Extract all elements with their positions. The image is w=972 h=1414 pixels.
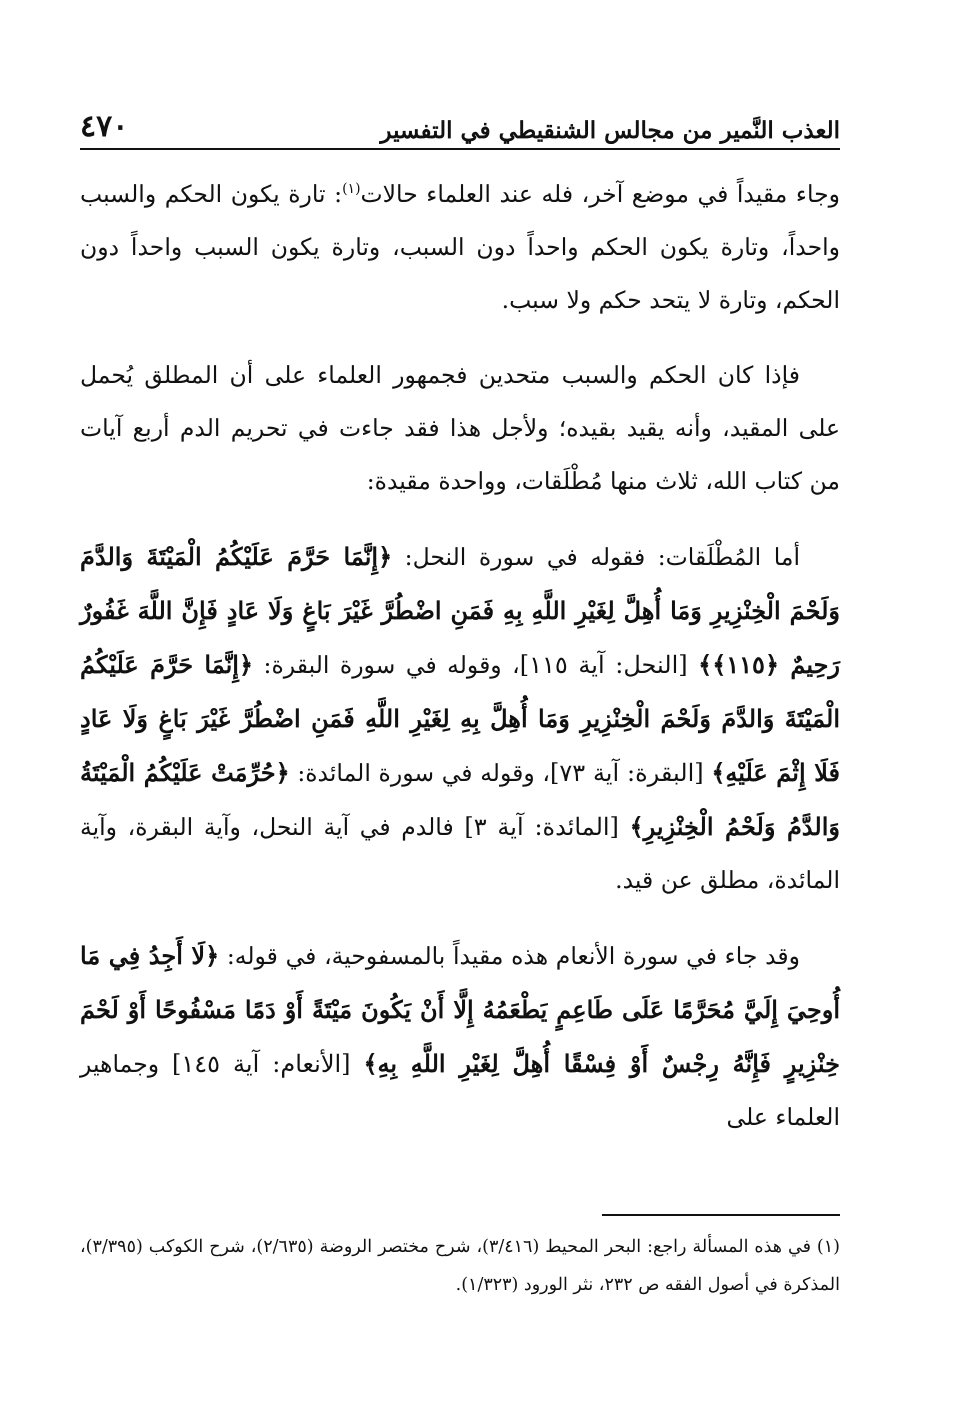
page-header (80, 96, 840, 150)
verse-reference-baqara: [البقرة: آية ٧٣] (549, 759, 704, 787)
paragraph-4-text-a: وقد جاء في سورة الأنعام هذه مقيداً بالمسفوحية، في قوله: (226, 942, 800, 970)
main-text (80, 168, 840, 1166)
quran-verse-baqara: ﴿إِنَّمَا حَرَّمَ عَلَيْكُمُ الْمَيْتَةَ وَالدَّمَ وَلَحْمَ الْخِنْزِيرِ وَمَا أُهِلَّ بِهِ لِغَيْرِ اللَّهِ فَمَنِ اضْطُرَّ غَيْرَ بَاغٍ وَلَا عَادٍ فَلَا إِثْمَ عَلَيْهِ﴾ (80, 650, 841, 787)
footnote-divider (602, 1214, 840, 1216)
paragraph-1-text-b: : تارة يكون الحكم والسبب واحداً، وتارة يكون الحكم واحداً دون السبب، وتارة يكون السبب واحداً دون الحكم، وتارة لا يتحد حكم ولا سبب. (80, 180, 840, 314)
paragraph-3-text-c: ، وقوله في سورة المائدة: (297, 759, 550, 787)
paragraph-2: فإذا كان الحكم والسبب متحدين فجمهور العلماء على أن المطلق يُحمل على المقيد، وأنه يقيد بقيده؛ ولأجل هذا فقد جاءت في تحريم الدم أربع آيات من كتاب الله، ثلاث منها مُطْلَقات، وواحدة مقيدة: (80, 361, 840, 495)
running-title: العذب النَّمير من مجالس الشنقيطي في التفسير (380, 117, 840, 144)
verse-reference-anam: [الأنعام: آية ١٤٥] (171, 1050, 351, 1078)
paragraph-3-text-d: فالدم في آية النحل، وآية البقرة، وآية المائدة، مطلق عن قيد. (80, 813, 840, 894)
footnote: (١) في هذه المسألة راجع: البحر المحيط (٣/٤١٦)، شرح مختصر الروضة (٢/٦٣٥)، شرح الكوكب (٣/٣٩٥)، المذكرة في أصول الفقه ص ٢٣٢، نثر الورود (١/٣٢٣). (80, 1237, 840, 1295)
paragraph-3-text-b: ، وقوله في سورة البقرة: (263, 651, 520, 679)
quran-verse-nahl: ﴿إِنَّمَا حَرَّمَ عَلَيْكُمُ الْمَيْتَةَ وَالدَّمَ وَلَحْمَ الْخِنْزِيرِ وَمَا أُهِلَّ لِغَيْرِ اللَّهِ بِهِ فَمَنِ اضْطُرَّ غَيْرَ بَاغٍ وَلَا عَادٍ فَإِنَّ اللَّهَ غَفُورٌ رَحِيمٌ ﴿١١٥﴾﴾ (80, 542, 841, 679)
paragraph-3-text-a: أما المُطْلَقات: فقوله في سورة النحل: (404, 543, 800, 571)
paragraph-4 (80, 929, 840, 1144)
quran-verse-maida: ﴿حُرِّمَتْ عَلَيْكُمُ الْمَيْتَةُ وَالدَّمُ وَلَحْمُ الْخِنْزِيرِ﴾ (80, 758, 840, 841)
paragraph-3 (80, 530, 840, 907)
verse-reference-nahl: [النحل: آية ١١٥] (519, 651, 688, 679)
quran-verse-anam: ﴿لَا أَجِدُ فِي مَا أُوحِيَ إِلَيَّ مُحَرَّمًا عَلَى طَاعِمٍ يَطْعَمُهُ إِلَّا أَنْ يَكُونَ مَيْتَةً أَوْ دَمًا مَسْفُوحًا أَوْ لَحْمَ خِنْزِيرٍ فَإِنَّهُ رِجْسٌ أَوْ فِسْقًا أُهِلَّ لِغَيْرِ اللَّهِ بِهِ﴾ (80, 941, 840, 1078)
paragraph-4-text-b: وجماهير العلماء على (80, 1050, 840, 1131)
paragraph-1-text-a: وجاء مقيداً في موضع آخر، فله عند العلماء حالات (360, 180, 840, 208)
footnote-reference: (١) (342, 181, 361, 198)
verse-reference-maida: [المائدة: آية ٣] (464, 813, 619, 841)
page-number: ٤٧٠ (80, 109, 129, 144)
paragraph-1 (80, 168, 840, 327)
